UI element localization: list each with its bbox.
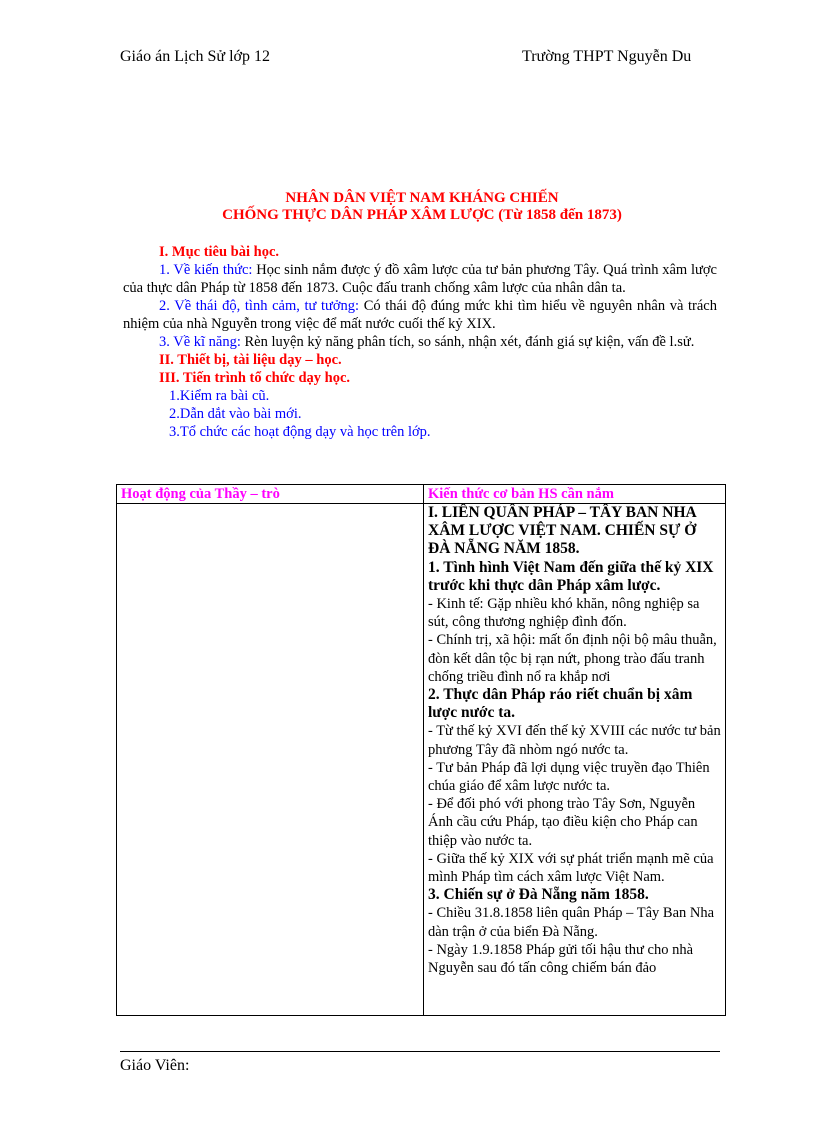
header-left: Giáo án Lịch Sử lớp 12 — [120, 48, 270, 65]
content-item: - Ngày 1.9.1858 Pháp gửi tối hậu thư cho nhà Nguyễn sau đó tấn công chiếm bán đảo — [428, 941, 694, 977]
content-item: - Tư bản Pháp đã lợi dụng việc truyền đạo Thiên chúa giáo để xâm lược nước ta. — [428, 759, 710, 795]
section-heading: I. LIÊN QUÂN PHÁP – TÂY BAN NHA XÂM LƯỢC VIỆT NAM. CHIẾN SỰ Ở ĐÀ NẴNG NĂM 1858. — [428, 504, 697, 558]
lesson-body — [123, 243, 717, 441]
process-step: 2.Dẫn dắt vào bài mới. — [169, 406, 302, 422]
equipment-heading: II. Thiết bị, tài liệu dạy – học. — [159, 352, 342, 368]
process-step: 1.Kiểm ra bài cũ. — [169, 388, 270, 404]
content-item: - Để đối phó với phong trào Tây Sơn, Nguyễn Ánh cầu cứu Pháp, tạo điều kiện cho Pháp can thiệp vào nước ta. — [428, 796, 698, 849]
objective-knowledge — [123, 261, 717, 297]
objectives-heading: I. Mục tiêu bài học. — [159, 244, 280, 260]
header-right: Trường THPT Nguyễn Du — [522, 48, 692, 65]
process-step: 3.Tổ chức các hoạt động dạy và học trên lớp. — [169, 424, 431, 440]
knowledge-text: Học sinh nắm được ý đồ xâm lược của tư bản phương Tây. Quá trình xâm lược của thực dân Pháp từ 1858 đến 1873. Cuộc đấu tranh chống xâm lược của nhân dân ta. — [123, 262, 717, 296]
content-item: - Chiều 31.8.1858 liên quân Pháp – Tây Ban Nha dàn trận ở của biển Đà Nẵng. — [428, 905, 715, 940]
footer-teacher-label: Giáo Viên: — [120, 1057, 190, 1074]
sub2-heading: 2. Thực dân Pháp ráo riết chuẩn bị xâm lược nước ta. — [428, 686, 693, 722]
process-heading: III. Tiến trình tổ chức dạy học. — [159, 370, 351, 386]
title-line-2: CHỐNG THỰC DÂN PHÁP XÂM LƯỢC (Từ 1858 đến 1873) — [222, 207, 622, 223]
attitude-text: Có thái độ đúng mức khi tìm hiểu về nguyên nhân và trách nhiệm của nhà Nguyễn trong việc để mất nước cuối thế kỷ XIX. — [123, 298, 717, 332]
content-item: - Từ thế kỷ XVI đến thế kỷ XVIII các nước tư bản phương Tây đã nhòm ngó nước ta. — [428, 723, 721, 758]
lesson-table — [116, 484, 726, 1016]
sub3-heading: 3. Chiến sự ở Đà Nẵng năm 1858. — [428, 886, 649, 904]
objective-attitude — [123, 297, 717, 333]
footer-divider — [120, 1051, 720, 1052]
title-line-1: NHÂN DÂN VIỆT NAM KHÁNG CHIẾN — [285, 190, 559, 206]
sub1-heading: 1. Tình hình Việt Nam đến giữa thế kỷ XIX trước khi thực dân Pháp xâm lược. — [428, 558, 714, 594]
knowledge-cell — [424, 504, 726, 1016]
right-column-header: Kiến thức cơ bản HS cần nắm — [424, 485, 726, 504]
content-item: - Giữa thế kỷ XIX với sự phát triển mạnh mẽ của mình Pháp tìm cách xâm lược Việt Nam. — [428, 850, 714, 886]
teacher-student-activities-cell — [117, 504, 424, 1016]
skills-label: 3. Về kĩ năng: — [159, 334, 241, 350]
left-column-header: Hoạt động của Thầy – trò — [117, 485, 424, 504]
knowledge-label: 1. Về kiến thức: — [159, 262, 253, 278]
objective-skills — [123, 333, 717, 351]
skills-text: Rèn luyện kỷ năng phân tích, so sánh, nhận xét, đánh giá sự kiện, vấn đề l.sử. — [240, 334, 695, 350]
attitude-label: 2. Về thái độ, tình cảm, tư tưởng: — [159, 298, 360, 314]
content-item: - Chính trị, xã hội: mất ổn định nội bộ mâu thuẫn, đòn kết dân tộc bị rạn nứt, phong trào đấu tranh chống triều đình nổ ra khắp nơi — [428, 632, 717, 685]
content-item: - Kinh tế: Gặp nhiều khó khăn, nông nghiệp sa sút, công thương nghiệp đình đốn. — [428, 596, 700, 631]
